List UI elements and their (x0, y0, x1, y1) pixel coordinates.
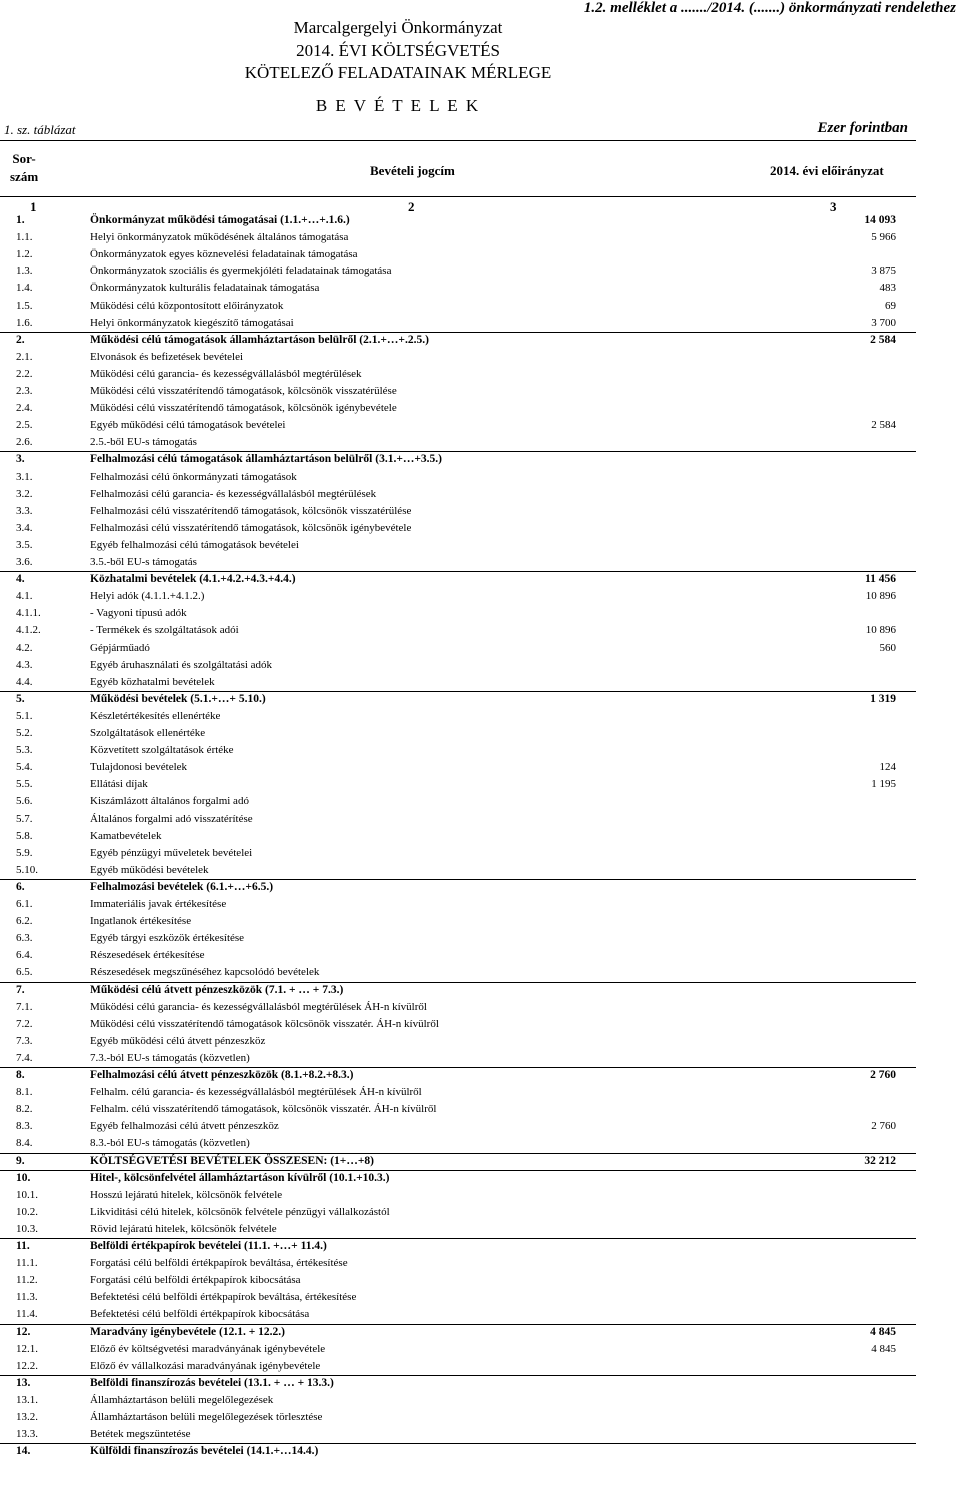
row-number: 7. (16, 983, 25, 996)
row-number: 1. (16, 214, 25, 226)
section-title: B E V É T E L E K (315, 96, 481, 115)
row-title: KÖLTSÉGVETÉSI BEVÉTELEK ÖSSZESEN: (1+…+8) (90, 1154, 374, 1167)
unit-label: Ezer forintban (817, 120, 908, 136)
row-number: 11. (16, 1240, 30, 1252)
row-title: Önkormányzat működési támogatásai (1.1.+…+.1.6.) (90, 214, 350, 226)
row-title: Felhalmozási célú önkormányzati támogatások (90, 470, 297, 483)
row-number: 9. (16, 1154, 25, 1167)
row-title: Felhalmozási célú garancia- és kezességvállalásból megtérülések (90, 487, 377, 500)
section-rule (0, 982, 916, 983)
section-rule (0, 451, 916, 452)
row-title: Egyéb felhalmozási célú támogatások bevételei (90, 538, 299, 551)
row-title: Felhalmozási célú visszatérítendő támogatások, kölcsönök visszatérülése (90, 504, 412, 517)
section-rule (0, 571, 916, 572)
row-number: 2.4. (16, 402, 33, 415)
row-title: 2.5.-ből EU-s támogatás (90, 436, 197, 449)
row-number: 5.4. (16, 761, 33, 774)
row-number: 13.1. (16, 1393, 38, 1406)
row-number: 11.3. (16, 1291, 38, 1304)
table-number: 1. sz. táblázat (4, 122, 76, 137)
row-number: 4.2. (16, 641, 33, 654)
row-title: Kiszámlázott általános forgalmi adó (90, 795, 249, 808)
row-amount: 483 (879, 282, 896, 295)
row-title: Egyéb működési bevételek (90, 863, 209, 876)
row-number: 6.3. (16, 932, 33, 945)
row-title: Működési célú garancia- és kezességvállalásból megtérülések ÁH-n kívülről (90, 1000, 427, 1013)
row-number: 10. (16, 1171, 31, 1184)
row-title: Ellátási díjak (90, 778, 148, 791)
row-title: Egyéb pénzügyi műveletek bevételei (90, 846, 253, 859)
row-amount: 2 760 (871, 1120, 896, 1133)
row-title: Helyi önkormányzatok működésének általános támogatása (90, 231, 349, 244)
row-number: 6. (16, 880, 25, 893)
header-rule (0, 196, 916, 197)
row-title: Ingatlanok értékesítése (90, 915, 192, 928)
row-amount: 32 212 (864, 1154, 896, 1167)
row-number: 2.2. (16, 367, 33, 380)
row-number: 3.5. (16, 538, 33, 551)
row-number: 3.3. (16, 504, 33, 517)
row-title: Felhalmozási célú támogatások államháztartáson belülről (3.1.+…+3.5.) (90, 453, 443, 466)
section-rule (0, 332, 916, 333)
row-title: Belföldi értékpapírok bevételei (11.1. +…+ 11.4.) (90, 1240, 327, 1252)
row-number: 3.1. (16, 470, 33, 483)
row-amount: 3 875 (871, 265, 896, 278)
row-number: 10.2. (16, 1205, 38, 1218)
row-number: 4. (16, 573, 25, 586)
org-title: Marcalgergelyi Önkormányzat (293, 18, 503, 37)
row-number: 8.2. (16, 1103, 33, 1116)
col-header-no-line2: szám (10, 169, 39, 184)
row-number: 1.2. (16, 248, 33, 261)
row-title: 7.3.-ból EU-s támogatás (közvetlen) (90, 1051, 250, 1064)
row-title: Tulajdonosi bevételek (90, 761, 188, 774)
row-title: Hitel-, kölcsönfelvétel államháztartáson kívülről (10.1.+10.3.) (90, 1171, 390, 1184)
row-title: Készletértékesítés ellenértéke (90, 709, 221, 722)
row-number: 13. (16, 1376, 31, 1389)
row-title: Előző év vállalkozási maradványának igénybevétele (90, 1359, 321, 1372)
balance-title: KÖTELEZŐ FELADATAINAK MÉRLEGE (244, 63, 552, 82)
row-number: 11.2. (16, 1274, 38, 1287)
row-number: 1.1. (16, 231, 33, 244)
row-title: Egyéb felhalmozási célú átvett pénzeszköz (90, 1120, 279, 1133)
row-title: Működési célú támogatások államháztartáson belülről (2.1.+…+.2.5.) (90, 333, 429, 346)
row-number: 5.1. (16, 709, 33, 722)
section-rule (0, 1153, 916, 1154)
row-title: Közvetített szolgáltatások értéke (90, 744, 234, 757)
row-number: 1.3. (16, 265, 33, 278)
row-title: Kamatbevételek (90, 829, 162, 842)
row-amount: 124 (879, 761, 896, 774)
row-amount: 2 584 (870, 333, 896, 346)
row-number: 11.1. (16, 1257, 38, 1270)
row-number: 7.3. (16, 1034, 33, 1047)
row-amount: 69 (885, 299, 896, 312)
row-title: Egyéb működési célú átvett pénzeszköz (90, 1034, 266, 1047)
row-number: 3.6. (16, 556, 33, 568)
row-title: Részesedések értékesítése (90, 949, 205, 962)
row-number: 5.9. (16, 846, 33, 859)
row-title: Működési célú központosított előirányzatok (90, 299, 284, 312)
row-number: 3. (16, 453, 25, 466)
row-title: Önkormányzatok kulturális feladatainak támogatása (90, 282, 320, 295)
row-title: Működési célú garancia- és kezességvállalásból megtérülések (90, 367, 362, 380)
section-rule (0, 691, 916, 692)
row-amount: 1 195 (871, 778, 896, 791)
row-number: 5.3. (16, 744, 33, 757)
row-amount: 4 845 (871, 1342, 896, 1355)
section-rule (0, 1170, 916, 1171)
col-header-title: Bevételi jogcím (370, 163, 455, 178)
row-number: 1.5. (16, 299, 33, 312)
row-title: Részesedések megszűnéséhez kapcsolódó bevételek (90, 966, 320, 979)
col-index-3: 3 (830, 199, 837, 214)
row-title: Egyéb tárgyi eszközök értékesítése (90, 932, 245, 945)
row-number: 4.1.1. (16, 607, 41, 620)
col-header-no-line1: Sor- (12, 151, 36, 166)
row-title: Rövid lejáratú hitelek, kölcsönök felvétele (90, 1222, 277, 1235)
row-title: Gépjárműadó (90, 641, 150, 654)
row-title: Elvonások és befizetések bevételei (90, 350, 244, 363)
section-rule (0, 879, 916, 880)
row-title: Működési célú átvett pénzeszközök (7.1. + … + 7.3.) (90, 983, 344, 996)
section-rule (0, 1067, 916, 1068)
table-top-rule (0, 140, 916, 141)
row-title: Egyéb áruhasználati és szolgáltatási adók (90, 658, 273, 671)
row-title: Működési célú visszatérítendő támogatások kölcsönök visszatér. ÁH-n kívülről (90, 1017, 439, 1030)
row-number: 4.4. (16, 675, 33, 688)
row-number: 8.1. (16, 1086, 33, 1099)
row-number: 12.2. (16, 1359, 38, 1372)
row-number: 5.2. (16, 727, 33, 739)
row-title: Befektetési célú belföldi értékpapírok beváltása, értékesítése (90, 1291, 357, 1304)
row-title: Betétek megszüntetése (90, 1428, 191, 1441)
row-number: 6.5. (16, 966, 33, 979)
row-number: 1.6. (16, 316, 33, 329)
row-title: Önkormányzatok szociális és gyermekjóléti feladatainak támogatása (90, 265, 392, 278)
row-number: 1.4. (16, 282, 33, 295)
row-number: 2.5. (16, 419, 33, 432)
row-number: 5.8. (16, 829, 33, 842)
row-title: Felhalmozási célú visszatérítendő támogatások, kölcsönök igénybevétele (90, 521, 412, 534)
row-title: Hosszú lejáratú hitelek, kölcsönök felvétele (90, 1188, 283, 1201)
row-number: 8.3. (16, 1120, 33, 1133)
row-number: 7.1. (16, 1000, 33, 1013)
col-index-2: 2 (408, 199, 415, 214)
row-amount: 1 319 (870, 692, 896, 705)
row-number: 13.2. (16, 1411, 38, 1423)
row-number: 8.4. (16, 1137, 33, 1150)
row-number: 5.10. (16, 863, 38, 876)
row-number: 5.5. (16, 778, 33, 791)
row-amount: 3 700 (871, 316, 896, 329)
annex-reference: 1.2. melléklet a ......./2014. (.......) önkormányzati rendelethez (583, 0, 956, 16)
row-number: 11.4. (16, 1308, 38, 1321)
row-title: Egyéb működési célú támogatások bevételei (90, 419, 286, 432)
section-rule (0, 1238, 916, 1239)
row-amount: 10 896 (865, 590, 896, 603)
row-number: 12.1. (16, 1342, 38, 1355)
row-title: Működési bevételek (5.1.+…+ 5.10.) (90, 692, 266, 705)
row-title: Önkormányzatok egyes köznevelési feladatainak támogatása (90, 248, 358, 261)
row-title: Helyi önkormányzatok kiegészítő támogatásai (90, 316, 294, 329)
row-amount: 560 (879, 641, 896, 654)
row-number: 6.2. (16, 915, 33, 928)
row-title: Felhalm. célú garancia- és kezességvállalásból megtérülések ÁH-n kívülről (90, 1086, 422, 1099)
col-index-1: 1 (30, 199, 37, 214)
row-title: 3.5.-ből EU-s támogatás (90, 556, 197, 568)
row-title: Közhatalmi bevételek (4.1.+4.2.+4.3.+4.4.) (90, 573, 296, 586)
row-number: 10.3. (16, 1222, 38, 1235)
row-number: 8. (16, 1069, 25, 1081)
row-number: 3.2. (16, 487, 33, 500)
row-number: 3.4. (16, 521, 33, 534)
row-number: 12. (16, 1325, 31, 1338)
row-number: 4.1.2. (16, 624, 41, 637)
budget-title: 2014. ÉVI KÖLTSÉGVETÉS (296, 41, 500, 60)
row-title: Belföldi finanszírozás bevételei (13.1. + … + 13.3.) (90, 1376, 334, 1389)
row-amount: 2 584 (871, 419, 896, 432)
row-amount: 5 966 (871, 231, 896, 244)
row-title: Forgatási célú belföldi értékpapírok beváltása, értékesítése (90, 1257, 348, 1270)
section-rule (0, 1443, 916, 1444)
row-number: 2.1. (16, 350, 33, 363)
row-title: Egyéb közhatalmi bevételek (90, 675, 215, 688)
row-title: Felhalmozási célú átvett pénzeszközök (8.1.+8.2.+8.3.) (90, 1069, 354, 1081)
row-number: 2.6. (16, 436, 33, 449)
section-rule (0, 1375, 916, 1376)
row-title: Általános forgalmi adó visszatérítése (90, 812, 253, 825)
row-number: 2.3. (16, 385, 33, 397)
row-title: Immateriális javak értékesítése (90, 898, 227, 910)
row-title: Forgatási célú belföldi értékpapírok kibocsátása (90, 1274, 301, 1287)
row-number: 4.3. (16, 658, 33, 671)
row-title: Előző év költségvetési maradványának igénybevétele (90, 1342, 326, 1355)
row-number: 5.6. (16, 795, 33, 808)
row-amount: 10 896 (865, 624, 896, 637)
row-title: Államháztartáson belüli megelőlegezések törlesztése (90, 1411, 323, 1423)
row-amount: 4 845 (870, 1325, 896, 1338)
row-title: - Vagyoni típusú adók (90, 607, 187, 620)
row-title: Államháztartáson belüli megelőlegezések (90, 1393, 274, 1406)
col-header-no (10, 150, 38, 186)
row-number: 5.7. (16, 812, 33, 825)
row-title: Külföldi finanszírozás bevételei (14.1.+…14.4.) (90, 1445, 319, 1458)
row-number: 7.2. (16, 1017, 33, 1030)
row-title: Működési célú visszatérítendő támogatások, kölcsönök igénybevétele (90, 402, 397, 415)
row-title: 8.3.-ból EU-s támogatás (közvetlen) (90, 1137, 250, 1150)
row-number: 2. (16, 333, 25, 346)
row-number: 7.4. (16, 1051, 33, 1064)
row-title: Felhalmozási bevételek (6.1.+…+6.5.) (90, 880, 274, 893)
row-title: Felhalm. célú visszatérítendő támogatások, kölcsönök visszatér. ÁH-n kívülről (90, 1103, 437, 1116)
row-amount: 11 456 (865, 573, 896, 586)
row-number: 13.3. (16, 1428, 38, 1441)
row-title: Likviditási célú hitelek, kölcsönök felvétele pénzügyi vállalkozástól (90, 1205, 390, 1218)
section-rule (0, 1324, 916, 1325)
row-title: Befektetési célú belföldi értékpapírok kibocsátása (90, 1308, 310, 1321)
row-number: 14. (16, 1445, 31, 1458)
row-number: 4.1. (16, 590, 33, 603)
row-title: - Termékek és szolgáltatások adói (90, 624, 239, 637)
row-title: Szolgáltatások ellenértéke (90, 727, 206, 739)
row-title: Maradvány igénybevétele (12.1. + 12.2.) (90, 1325, 285, 1338)
row-title: Helyi adók (4.1.1.+4.1.2.) (90, 590, 205, 603)
row-number: 5. (16, 692, 25, 705)
row-number: 10.1. (16, 1188, 38, 1201)
row-number: 6.4. (16, 949, 33, 962)
row-number: 6.1. (16, 898, 33, 910)
row-amount: 14 093 (864, 214, 896, 226)
col-header-amount: 2014. évi előirányzat (770, 163, 884, 178)
row-amount: 2 760 (870, 1069, 896, 1081)
row-title: Működési célú visszatérítendő támogatások, kölcsönök visszatérülése (90, 385, 397, 397)
